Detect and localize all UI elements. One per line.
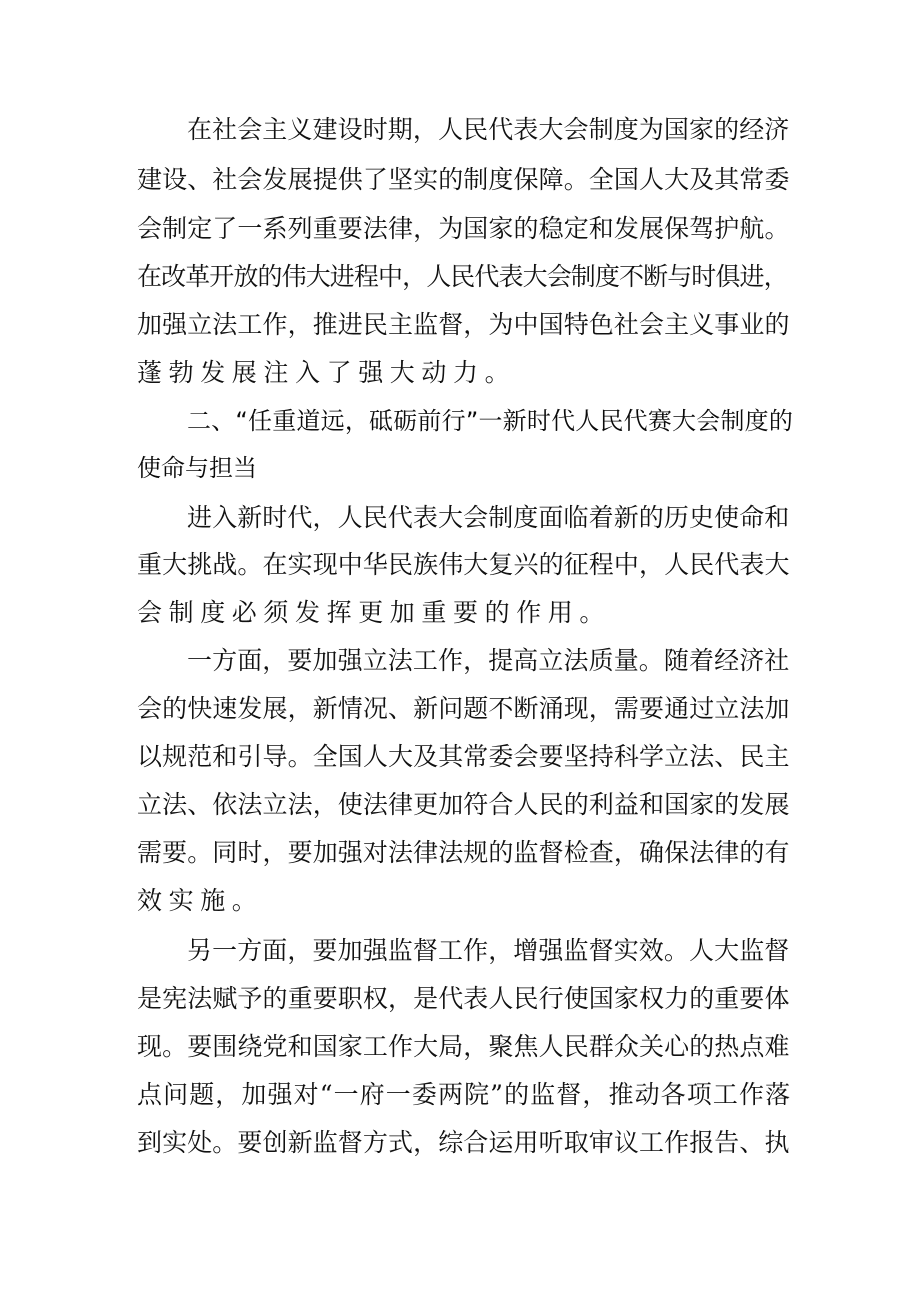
paragraph-1-line-6: 蓬勃发展注入了强大动力。 xyxy=(137,358,517,387)
paragraph-4-line-2: 是宪法赋予的重要职权，是代表人民行使国家权力的重要体 xyxy=(137,984,790,1013)
paragraph-3-line-2: 会的快速发展，新情况、新问题不断涌现，需要通过立法加 xyxy=(137,694,790,723)
paragraph-3-line-3: 以规范和引导。全国人大及其常委会要坚持科学立法、民主 xyxy=(137,742,790,771)
paragraph-4-line-3: 现。要围绕党和国家工作大局，聚焦人民群众关心的热点难 xyxy=(137,1032,790,1061)
paragraph-4-line-4: 点问题，加强对“一府一委两院”的监督，推动各项工作落 xyxy=(137,1080,792,1109)
paragraph-2-line-1: 进入新时代，人民代表大会制度面临着新的历史使命和 xyxy=(187,503,790,532)
paragraph-2-line-3: 会制度必须发挥更加重要的作用。 xyxy=(137,598,612,627)
paragraph-1-line-5: 加强立法工作，推进民主监督，为中国特色社会主义事业的 xyxy=(137,310,790,339)
paragraph-1-line-3: 会制定了一系列重要法律，为国家的稳定和发展保驾护航。 xyxy=(137,214,790,243)
paragraph-3-line-6: 效实施。 xyxy=(137,886,264,915)
paragraph-3-line-1: 一方面，要加强立法工作，提高立法质量。随着经济社 xyxy=(187,646,790,675)
paragraph-1-line-1: 在社会主义建设时期，人民代表大会制度为国家的经济 xyxy=(187,115,790,144)
paragraph-2-line-2: 重大挑战。在实现中华民族伟大复兴的征程中，人民代表大 xyxy=(137,550,790,579)
paragraph-1-line-4: 在改革开放的伟大进程中，人民代表大会制度不断与时俱进， xyxy=(137,262,788,291)
section-heading-line-2: 使命与担当 xyxy=(137,454,257,482)
paragraph-4-line-1: 另一方面，要加强监督工作，增强监督实效。人大监督 xyxy=(187,936,790,965)
paragraph-3-line-5: 需要。同时，要加强对法律法规的监督检查，确保法律的有 xyxy=(137,838,790,867)
section-heading-line-1: 二、“任重道远，砥砺前行”一新时代人民代赛大会制度的 xyxy=(187,407,794,435)
paragraph-3-line-4: 立法、依法立法，使法律更加符合人民的利益和国家的发展 xyxy=(137,790,790,819)
paragraph-4-line-5: 到实处。要创新监督方式，综合运用听取审议工作报告、执 xyxy=(137,1128,790,1157)
paragraph-1-line-2: 建设、社会发展提供了坚实的制度保障。全国人大及其常委 xyxy=(137,165,790,194)
